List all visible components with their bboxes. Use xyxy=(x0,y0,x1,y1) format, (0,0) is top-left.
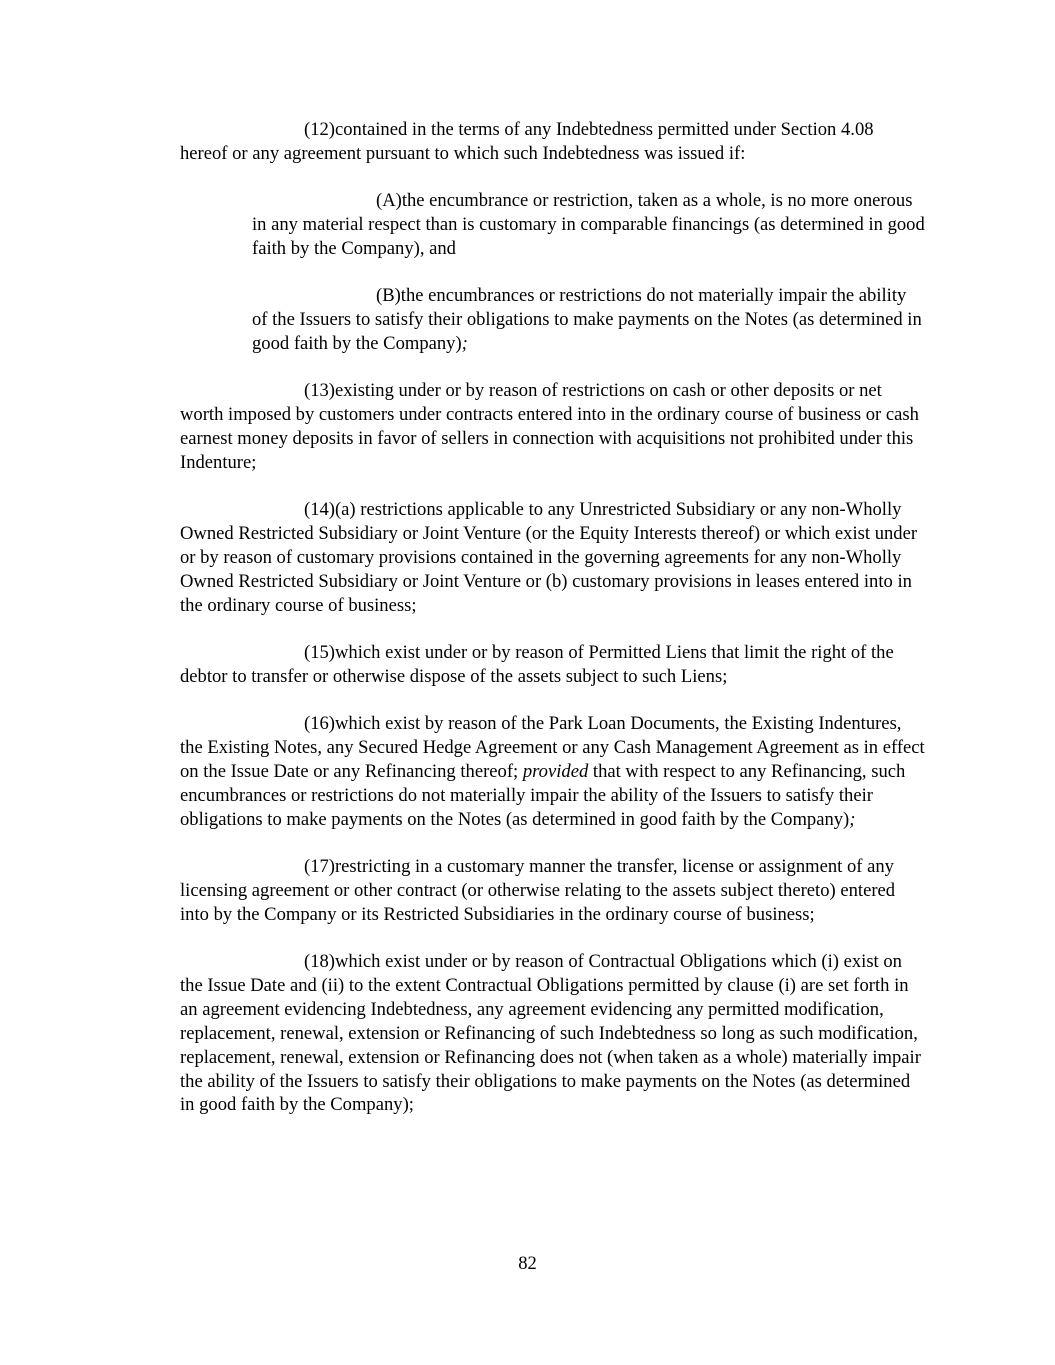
clause-text: which exist under or by reason of Contractual Obligations which (i) exist on the Issue Date and (ii) to the extent Contractual Obligations permitted by clause (i) are set forth in an agreement evidencing Indebtedness, any agreement evidencing any permitted modification, replacement, renewal, extension or Refinancing of such Indebtedness so long as such modification, replacement, renewal, extension or Refinancing does not (when taken as a whole) materially impair the ability of the Issuers to satisfy their obligations to make payments on the Notes (as determined in good faith by the Company); xyxy=(180,950,921,1116)
clause-italic-tail: ; xyxy=(461,332,468,354)
clause-text: the encumbrances or restrictions do not materially impair the ability of the Issuers to satisfy their obligations to make payments on the Notes (as determined in good faith by the Company) xyxy=(252,284,922,354)
clause-text: which exist under or by reason of Permitted Liens that limit the right of the debtor to transfer or otherwise dispose of the assets subject to such Liens; xyxy=(180,641,894,687)
clause-marker: (15) xyxy=(304,641,335,663)
clause-12-B xyxy=(252,284,925,356)
clause-12-A xyxy=(252,189,925,261)
clause-14 xyxy=(180,498,925,618)
clause-italic-tail: ; xyxy=(849,808,856,830)
clause-18 xyxy=(180,950,925,1118)
page-number: 82 xyxy=(518,1253,537,1274)
clause-text: existing under or by reason of restrictions on cash or other deposits or net worth imposed by customers under contracts entered into in the ordinary course of business or cash earnest money deposits in favor of sellers in connection with acquisitions not prohibited under this Indenture; xyxy=(180,379,919,473)
clause-16 xyxy=(180,712,925,832)
clause-marker: (18) xyxy=(304,950,335,972)
clause-13 xyxy=(180,379,925,475)
document-body xyxy=(180,118,925,1140)
clause-marker: (14) xyxy=(304,498,335,520)
clause-text: contained in the terms of any Indebtedness permitted under Section 4.08 hereof or any agreement pursuant to which such Indebtedness was issued if: xyxy=(180,119,874,164)
clause-marker: (B) xyxy=(376,284,401,306)
clause-italic-word: provided xyxy=(522,760,589,782)
clause-17 xyxy=(180,855,925,927)
clause-15 xyxy=(180,641,925,689)
clause-12 xyxy=(180,118,925,166)
clause-text: (a) restrictions applicable to any Unrestricted Subsidiary or any non-Wholly Owned Restricted Subsidiary or Joint Venture (or the Equity Interests thereof) or which exist under or by reason of customary provisions contained in the governing agreements for any non-Wholly Owned Restricted Subsidiary or Joint Venture or (b) customary provisions in leases entered into in the ordinary course of business; xyxy=(180,498,918,616)
clause-marker: (17) xyxy=(304,855,335,877)
clause-text-after-italic: that with respect to any Refinancing, such encumbrances or restrictions do not materially impair the ability of the Issuers to satisfy their obligations to make payments on the Notes (as determined in good faith by the Company) xyxy=(180,760,906,830)
clause-text: the encumbrance or restriction, taken as a whole, is no more onerous in any material respect than is customary in comparable financings (as determined in good faith by the Company), and xyxy=(252,189,925,259)
clause-text: restricting in a customary manner the transfer, license or assignment of any licensing agreement or other contract (or otherwise relating to the assets subject thereto) entered into by the Company or its Restricted Subsidiaries in the ordinary course of business; xyxy=(180,855,896,925)
clause-marker: (12) xyxy=(304,119,335,140)
clause-text-before-italic: which exist by reason of the Park Loan Documents, the Existing Indentures, the Existing Notes, any Secured Hedge Agreement or any Cash Management Agreement as in effect on the Issue Date or any Refinancing thereof; xyxy=(180,712,925,782)
clause-marker: (13) xyxy=(304,379,335,401)
clause-marker: (A) xyxy=(376,189,402,211)
clause-marker: (16) xyxy=(304,712,335,734)
